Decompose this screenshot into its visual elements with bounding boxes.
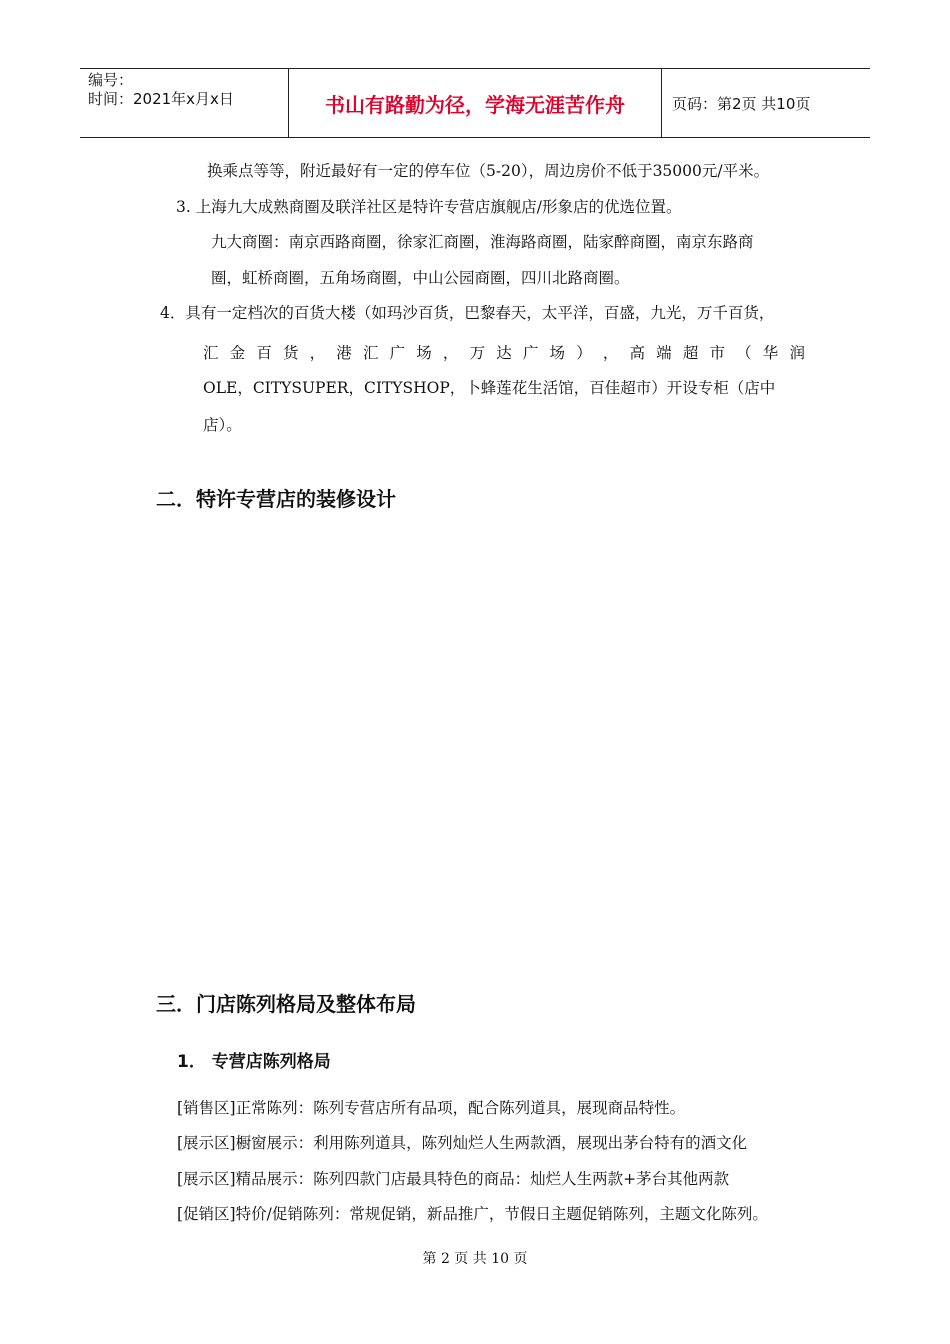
- justified-char: 汇: [362, 344, 379, 362]
- document-header: [80, 68, 870, 138]
- section-2-heading: 二．特许专营店的装修设计: [156, 487, 396, 511]
- justified-char: 汇: [203, 344, 219, 362]
- section-3-subheading: 1． 专营店陈列格局: [177, 1052, 331, 1072]
- justified-char: 高: [629, 344, 646, 362]
- justified-char: 场: [549, 344, 566, 362]
- header-time: 时间：2021年x月x日: [88, 90, 234, 108]
- display-line-3: [展示区]精品展示：陈列四款门店最具特色的商品：灿烂人生两款+茅台其他两款: [177, 1170, 730, 1188]
- justified-char: （: [736, 344, 752, 362]
- justified-char: 万: [469, 344, 486, 362]
- list-item-4: 4．具有一定档次的百货大楼（如玛沙百货，巴黎春天，太平洋，百盛，九光，万千百货，: [160, 304, 775, 322]
- justified-char: 润: [789, 344, 805, 362]
- list-item-3: 3. 上海九大成熟商圈及联洋社区是特许专营店旗舰店/形象店的优选位置。: [176, 198, 682, 216]
- justified-char: 广: [389, 344, 406, 362]
- justified-char: ，: [602, 344, 619, 362]
- header-number: 编号：: [88, 71, 134, 89]
- justified-char: ，: [309, 344, 326, 362]
- justified-char: 场: [416, 344, 432, 362]
- justified-char: 达: [496, 344, 512, 362]
- list-item-4-continuation-2: OLE，CITYSUPER，CITYSHOP，卜蜂莲花生活馆，百佳超市）开设专柜（店中: [203, 379, 776, 397]
- display-line-1: [销售区]正常陈列：陈列专营店所有品项，配合陈列道具，展现商品特性。: [177, 1099, 686, 1117]
- page-footer: 第 2 页 共 10 页: [422, 1251, 528, 1267]
- justified-char: 端: [656, 344, 672, 362]
- display-line-2: [展示区]橱窗展示：利用陈列道具，陈列灿烂人生两款酒，展现出茅台特有的酒文化: [177, 1134, 748, 1152]
- list-item-3-detail-2: 圈，虹桥商圈，五角场商圈，中山公园商圈，四川北路商圈。: [211, 269, 630, 287]
- justified-char: 金: [229, 344, 246, 362]
- justified-char: ）: [576, 344, 592, 362]
- body-line-1: 换乘点等等，附近最好有一定的停车位（5-20），周边房价不低于35000元/平米。: [207, 162, 770, 180]
- justified-char: 港: [336, 344, 352, 362]
- display-line-4: [促销区]特价/促销陈列：常规促销，新品推广，节假日主题促销陈列，主题文化陈列。: [177, 1205, 768, 1223]
- justified-char: 市: [709, 344, 725, 362]
- list-item-4-continuation-3: 店）。: [203, 416, 242, 434]
- justified-char: ，: [442, 344, 459, 362]
- justified-char: 广: [522, 344, 539, 362]
- list-item-3-detail-1: 九大商圈：南京西路商圈，徐家汇商圈，淮海路商圈，陆家醉商圈，南京东路商: [211, 233, 754, 251]
- justified-char: 华: [762, 344, 779, 362]
- header-motto: 书山有路勤为径，学海无涯苦作舟: [289, 69, 662, 137]
- justified-char: 百: [256, 344, 272, 362]
- justified-char: 超: [682, 344, 699, 362]
- section-3-heading: 三．门店陈列格局及整体布局: [156, 992, 416, 1016]
- justified-char: 货: [282, 344, 299, 362]
- header-meta: [80, 69, 289, 137]
- list-item-4-continuation-1: [203, 341, 805, 363]
- header-page-info: 页码：第2页 共10页: [672, 94, 811, 113]
